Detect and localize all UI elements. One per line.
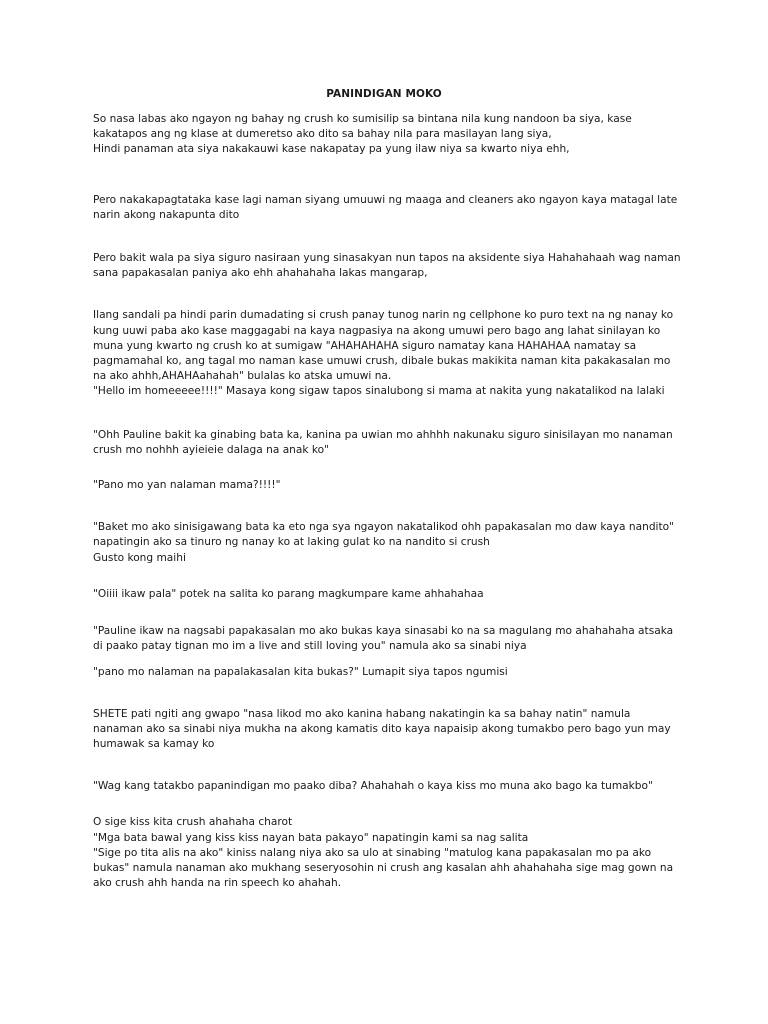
paragraph: "pano mo nalaman na papalakasalan kita bukas?" Lumapit siya tapos ngumisi	[93, 666, 508, 679]
document-title: PANINDIGAN MOKO	[326, 88, 442, 100]
paragraph: "Baket mo ako sinisigawang bata ka eto nga sya ngayon nakatalikod ohh papakasalan mo daw kaya nandito" napatingin ako sa tinuro ng nanay ko at laking gulat ko na nandito si crush Gusto kong maihi	[93, 521, 674, 564]
paragraph: Pero nakakapagtataka kase lagi naman siyang umuuwi ng maaga and cleaners ako ngayon kaya matagal late narin akong nakapunta dito	[93, 193, 678, 221]
paragraph: Pero bakit wala pa siya siguro nasiraan yung sinasakyan nun tapos na aksidente siya Hahahahaah wag naman sana papakasalan paniya ako ehh ahahahaha lakas mangarap,	[93, 252, 681, 280]
document-body	[93, 112, 683, 892]
paragraph: "Oiiii ikaw pala" potek na salita ko parang magkumpare kame ahhahahaa	[93, 587, 484, 600]
paragraph: "Pano mo yan nalaman mama?!!!!"	[93, 479, 281, 492]
paragraph: "Wag kang tatakbo papanindigan mo paako diba? Ahahahah o kaya kiss mo muna ako bago ka tumakbo"	[93, 780, 653, 793]
paragraph: Ilang sandali pa hindi parin dumadating si crush panay tunog narin ng cellphone ko puro text na ng nanay ko kung uuwi paba ako kase maggagabi na kaya nagpasiya na akong umuwi pero bago ang lahat sinilayan ko muna yung kwarto ng crush ko at sumigaw "AHAHAHAHA siguro namatay kana HAHAHAA namatay sa pagmamahal ko, ang tagal mo naman kase umuwi crush, dibale bukas makikita naman kita pakakasalan mo na ako ahhh,AHAHAahahah" bulalas ko atska umuwi na. "Hello im homeeeee!!!!" Masaya kong sigaw tapos sinalubong si mama at nakita yung nakatalikod na lalaki	[93, 309, 674, 398]
paragraph: "Ohh Pauline bakit ka ginabing bata ka, kanina pa uwian mo ahhhh nakunaku siguro sinisilayan mo nanaman crush mo nohhh ayieieie dalaga na anak ko"	[93, 428, 673, 456]
paragraph: "Pauline ikaw na nagsabi papakasalan mo ako bukas kaya sinasabi ko na sa magulang mo ahahahaha atsaka di paako patay tignan mo im a live and still loving you" namula ako sa sinabi niya	[93, 625, 674, 653]
paragraph: So nasa labas ako ngayon ng bahay ng crush ko sumisilip sa bintana nila kung nandoon ba siya, kase kakatapos ang ng klase at dumeretso ako dito sa bahay nila para masilayan lang siya, Hindi panaman ata siya nakakauwi kase nakapatay pa yung ilaw niya sa kwarto niya ehh,	[93, 113, 632, 156]
paragraph: SHETE pati ngiti ang gwapo "nasa likod mo ako kanina habang nakatingin ka sa bahay natin" namula nanaman ako sa sinabi niya mukha na akong kamatis dito kaya napaisip akong tumakbo pero bago yun may humawak sa kamay ko	[93, 707, 671, 751]
paragraph: O sige kiss kita crush ahahaha charot "Mga bata bawal yang kiss kiss nayan bata pakayo" napatingin kami sa nag salita "Sige po tita alis na ako" kiniss nalang niya ako sa ulo at sinabing "matulog kana papakasalan mo pa ako bukas" namula nanaman ako mukhang seseryosohin ni crush ang kasalan ahh ahahahaha sige mag gown na ako crush ahh handa na rin speech ko ahahah.	[93, 816, 674, 890]
